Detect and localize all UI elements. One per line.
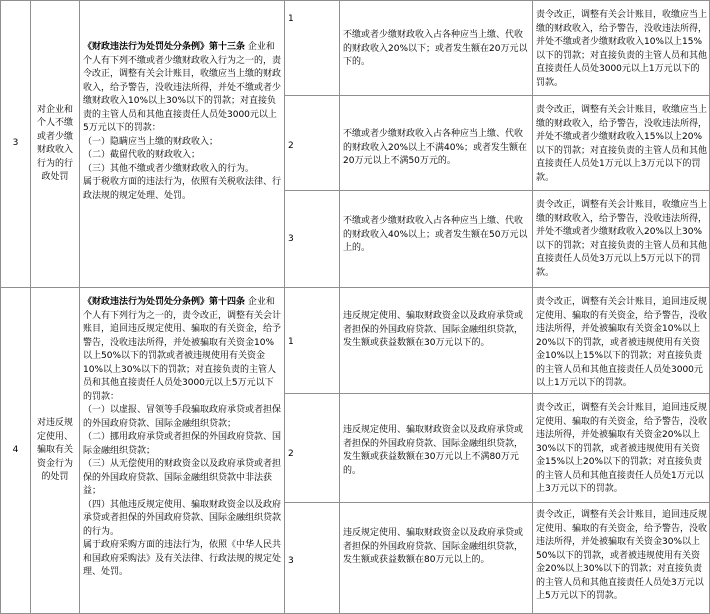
situation-text: 违反规定使用、骗取财政资金以及政府承贷或者担保的外国政府贷款、国际金融组织贷款，发生额或获益数额在30万元以上不满80万元的。	[343, 425, 524, 476]
category-text: 对违反规定使用、骗取有关资金行为的处罚	[36, 418, 73, 483]
row-number: 4	[12, 445, 19, 456]
category-text: 对企业和个人不缴或者少缴财政收入行为的行政处罚	[36, 104, 73, 182]
penalty-text: 责令改正，调整有关会计账目，收缴应当上缴的财政收入，给予警告，没收违法所得，并处不缴或者少缴财政收入15%以上20%以下的罚款；对直接负责的主管人员和其他直接责任人员处1万元以上3万元以下的罚款。	[536, 105, 708, 183]
legal-basis-text: 企业和个人有下列不缴或者少缴财政收入行为之一的，责令改正，调整有关会计账目，收缴应当上缴的财政收入，给予警告，没收违法所得，并处不缴或者少缴财政收入10%以上30%以下的罚款；对直接负责的主管人员和其他直接责任人员处3000元以上5万元以下的罚款： （一）隐瞒应当上缴的财政收入； （二）截留代收的财政收入； （三）其他不缴或者少缴财政收入的行为。 属于税收方面的违法行为，依照有关税收法律、行政法规的规定处理、处罚。	[83, 42, 282, 201]
situation-text: 违反规定使用、骗取财政资金以及政府承贷或者担保的外国政府贷款、国际金融组织贷款，发生额或获益数额在30万元以下的。	[343, 311, 524, 348]
situation-text: 不缴或者少缴财政收入占各种应当上缴、代收的财政收入20%以上不满40%；或者发生额在20万元以上不满50万元的。	[343, 129, 528, 166]
situation-text: 违反规定使用、骗取财政资金以及政府承贷或者担保的外国政府贷款、国际金融组织贷款，发生额或获益数额在80万元以上的。	[343, 528, 524, 565]
penalty-text: 责令改正，调整有关会计账目，追回违反规定使用、骗取的有关资金，给予警告，没收违法所得，并处被骗取有关资金10%以上20%以下的罚款，或者被违规使用有关资金10%以上15%以下的罚款；对直接负责的主管人员和其他直接责任人员处3000元以上1万元以下的罚款。	[536, 297, 708, 388]
row-number-cell	[0, 287, 30, 614]
penalty-text: 责令改正，调整有关会计账目，追回违反规定使用、骗取的有关资金，给予警告，没收违法所得，并处被骗取有关资金20%以上30%以下的罚款，或者被违规使用有关资金15%以上20%以下的罚款；对直接负责的主管人员和其他直接责任人员处1万元以上3万元以下的罚款。	[536, 403, 708, 494]
category-cell	[30, 287, 79, 614]
penalty-cell	[532, 95, 710, 190]
level-number: 3	[288, 234, 294, 244]
legal-basis-cell	[79, 0, 284, 287]
level-cell	[284, 0, 339, 95]
situation-text: 不缴或者少缴财政收入占各种应当上缴、代收的财政收入40%以上；或者发生额在50万元以上的。	[343, 216, 528, 253]
legal-basis-text: 企业和个人有下列行为之一的，责令改正，调整有关会计账目，追回违反规定使用、骗取的有关资金，给予警告，没收违法所得，并处被骗取有关资金10%以上50%以下的罚款或者被违规使用有关资金10%以上30%以下的罚款；对直接负责的主管人员和其他直接责任人员处3000元以上5万元以下的罚款： （一）以虚报、冒领等手段骗取政府承贷或者担保的外国政府贷款、国际金融组织贷款； （二）挪用政府承贷或者担保的外国政府贷款、国际金融组织贷款； （三）从无偿使用的财政资金以及政府承贷或者担保的外国政府贷款、国际金融组织贷款中非法获益； （四）其他违反规定使用、骗取财政资金以及政府承贷或者担保的外国政府贷款、国际金融组织贷款的行为。 属于政府采购方面的违法行为，依照《中华人民共和国政府采购法》及有关法律、行政法规的规定处理、处罚。	[83, 297, 282, 577]
level-cell	[284, 287, 339, 393]
row-number: 3	[12, 138, 19, 149]
situation-cell	[339, 95, 532, 190]
situation-cell	[339, 0, 532, 95]
situation-cell	[339, 287, 532, 393]
level-cell	[284, 502, 339, 614]
situation-text: 不缴或者少缴财政收入占各种应当上缴、代收的财政收入20%以下；或者发生额在20万元以下的。	[343, 30, 528, 67]
row-number-cell	[0, 0, 30, 287]
penalty-cell	[532, 190, 710, 287]
penalty-text: 责令改正，调整有关会计账目，追回违反规定使用、骗取的有关资金，给予警告，没收违法所得，并处被骗取有关资金30%以上50%以下的罚款，或者被违规使用有关资金20%以上30%以下的罚款；对直接负责的主管人员和其他直接责任人员处3万元以上5万元以下的罚款。	[536, 510, 708, 601]
level-cell	[284, 393, 339, 502]
category-cell	[30, 0, 79, 287]
level-cell	[284, 95, 339, 190]
penalty-cell	[532, 393, 710, 502]
legal-basis-cell	[79, 287, 284, 614]
legal-basis-paragraph	[83, 296, 281, 580]
penalty-text: 责令改正，调整有关会计账目，收缴应当上缴的财政收入，给予警告，没收违法所得，并处不缴或者少缴财政收入10%以上15%以下的罚款；对直接负责的主管人员和其他直接责任人员处3000元以上1万元以下的罚款。	[536, 10, 708, 88]
legal-basis-title: 《财政违法行为处罚处分条例》第十四条	[83, 297, 246, 307]
level-number: 3	[288, 556, 294, 566]
penalty-cell	[532, 502, 710, 614]
situation-cell	[339, 190, 532, 287]
legal-basis-title: 《财政违法行为处罚处分条例》第十三条	[83, 42, 246, 52]
level-number: 1	[288, 14, 294, 24]
situation-cell	[339, 393, 532, 502]
level-number: 2	[288, 141, 294, 151]
penalty-cell	[532, 0, 710, 95]
level-number: 1	[288, 337, 294, 347]
legal-basis-paragraph	[83, 41, 281, 203]
penalty-cell	[532, 287, 710, 393]
situation-cell	[339, 502, 532, 614]
level-number: 2	[288, 449, 294, 459]
penalty-text: 责令改正，调整有关会计账目，收缴应当上缴的财政收入，给予警告，没收违法所得，并处不缴或者少缴财政收入20%以上30%以下的罚款；对直接负责的主管人员和其他直接责任人员处3万元以上5万元以下的罚款。	[536, 200, 708, 278]
level-cell	[284, 190, 339, 287]
